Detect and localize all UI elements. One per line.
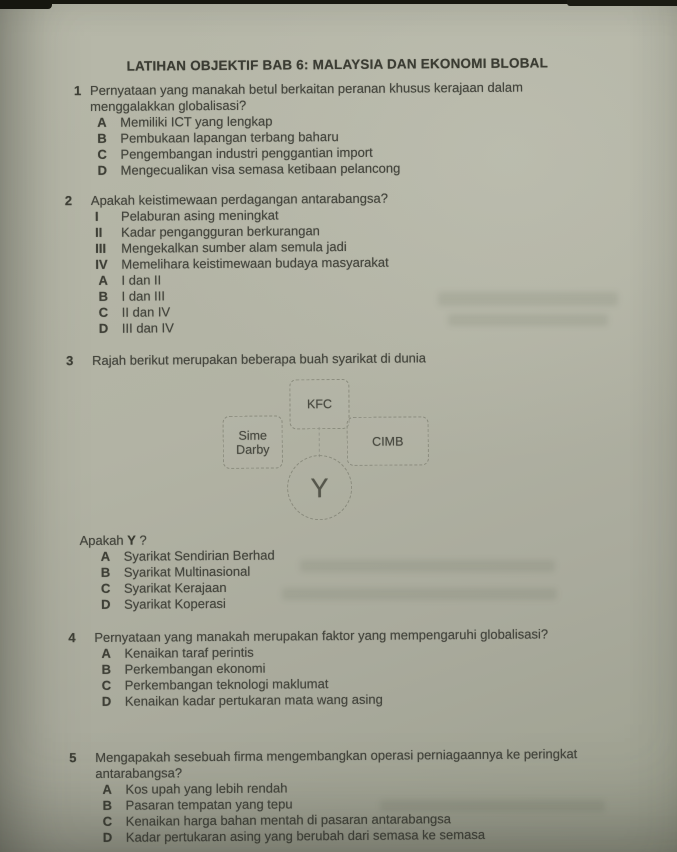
diagram-box-sime-darby [223, 415, 283, 468]
diagram-connector-line [319, 427, 320, 457]
option-letter: B [97, 130, 107, 146]
option-letter: C [102, 813, 113, 829]
answer-option-row [95, 690, 611, 710]
question-5 [69, 745, 663, 846]
question-number: 2 [64, 193, 73, 209]
statement-numeral: II [95, 224, 103, 240]
option-letter: D [97, 162, 108, 178]
option-letter: B [100, 564, 111, 580]
answer-option-row [92, 317, 608, 337]
diagram-circle-y [287, 455, 353, 521]
option-letter: D [101, 693, 112, 709]
option-text: II dan IV [121, 304, 171, 320]
option-text: Pasaran tempatan yang tepu [125, 796, 293, 813]
option-letter: B [102, 797, 113, 813]
question-number: 5 [69, 750, 77, 766]
question-1 [64, 79, 658, 180]
question-stem: Pernyataan yang manakah betul berkaitan peranan khusus kerajaan dalam menggalakkan globalisasi? [89, 79, 523, 114]
statement-text: Mengekalkan sumber alam semula jadi [121, 238, 347, 256]
statement-numeral: IV [95, 256, 108, 272]
option-letter: C [98, 304, 109, 320]
question-stem: Mengapakah sesebuah firma mengembangkan operasi perniagaannya ke peringkat antarabangsa? [95, 746, 578, 781]
sub-stem-prefix: Apakah [79, 532, 128, 549]
option-text: I dan II [121, 272, 162, 288]
question-number: 1 [73, 83, 82, 99]
option-text: Kenaikan harga bahan mentah di pasaran antarabangsa [125, 811, 452, 829]
answer-option-row [96, 826, 612, 846]
diagram-box-label: Sime Darby [236, 428, 270, 457]
option-text: Kenaikan kadar pertukaran mata wang asing [124, 691, 383, 709]
option-text: Mengecualikan visa semasa ketibaan pelancong [120, 160, 401, 178]
option-text: Syarikat Sendirian Berhad [123, 547, 275, 564]
option-letter: B [98, 288, 109, 304]
option-letter: A [98, 272, 108, 288]
sub-stem-variable-y: Y [127, 532, 136, 548]
option-letter: C [97, 146, 107, 162]
diagram-box-cimb [347, 416, 429, 466]
option-text: Kenaikan taraf perintis [124, 644, 254, 661]
option-text: Kadar pertukaran asing yang berubah dari semasa ke semasa [125, 826, 486, 845]
option-text: Syarikat Kerajaan [123, 579, 227, 596]
option-text: Pengembangan industri penggantian import [120, 144, 373, 162]
diagram-box-label: CIMB [372, 434, 404, 449]
question-stem: Apakah keistimewaan perdagangan antarabangsa? [90, 190, 388, 208]
question-stem: Rajah berikut merupakan beberapa buah syarikat di dunia [92, 350, 427, 368]
question-stem: Pernyataan yang manakah merupakan faktor yang mempengaruhi globalisasi? [94, 626, 549, 645]
scan-dark-edge-top-left [0, 0, 52, 9]
option-text: Perkembangan teknologi maklumat [124, 676, 329, 693]
option-letter: C [101, 677, 112, 693]
option-letter: D [98, 320, 109, 336]
option-text: Syarikat Koperasi [123, 595, 226, 612]
page-title: LATIHAN OBJEKTIF BAB 6: MALAYSIA DAN EKONOMI BLOBAL [126, 55, 549, 74]
option-text: Syarikat Multinasional [123, 563, 251, 580]
statement-text: Kadar pengangguran berkurangan [121, 223, 320, 240]
option-text: Pembukaan lapangan terbang baharu [120, 129, 339, 146]
option-letter: D [100, 596, 111, 612]
option-text: III dan IV [121, 320, 174, 336]
diagram-box-kfc [289, 379, 349, 429]
answer-option-row [91, 159, 607, 179]
sub-stem-suffix: ? [135, 532, 147, 548]
statement-text: Pelaburan asing meningkat [120, 207, 279, 224]
option-text: Memiliki ICT yang lengkap [120, 113, 273, 130]
question-number: 4 [68, 630, 76, 646]
question-2 [65, 189, 659, 338]
statement-numeral: III [95, 240, 107, 256]
diagram-box-label: KFC [306, 397, 333, 412]
diagram-circle-label: Y [310, 472, 329, 503]
statement-numeral: I [94, 208, 99, 224]
option-letter: D [102, 829, 113, 845]
question-3 [66, 349, 661, 614]
option-letter: B [101, 661, 111, 677]
statement-text: Memelihara keistimewaan budaya masyarakat [121, 254, 389, 272]
option-text: I dan III [121, 288, 166, 304]
scan-dark-edge-top-right [567, 0, 677, 6]
option-text: Kos upah yang lebih rendah [125, 780, 288, 797]
answer-option-row [94, 593, 610, 613]
option-letter: A [100, 548, 111, 564]
company-diagram [92, 373, 609, 527]
question-number: 3 [66, 353, 74, 369]
option-letter: A [101, 645, 111, 661]
option-letter: A [97, 114, 107, 130]
option-letter: A [102, 781, 112, 797]
option-letter: C [100, 580, 111, 596]
question-4 [68, 625, 662, 710]
option-text: Perkembangan ekonomi [124, 660, 266, 677]
